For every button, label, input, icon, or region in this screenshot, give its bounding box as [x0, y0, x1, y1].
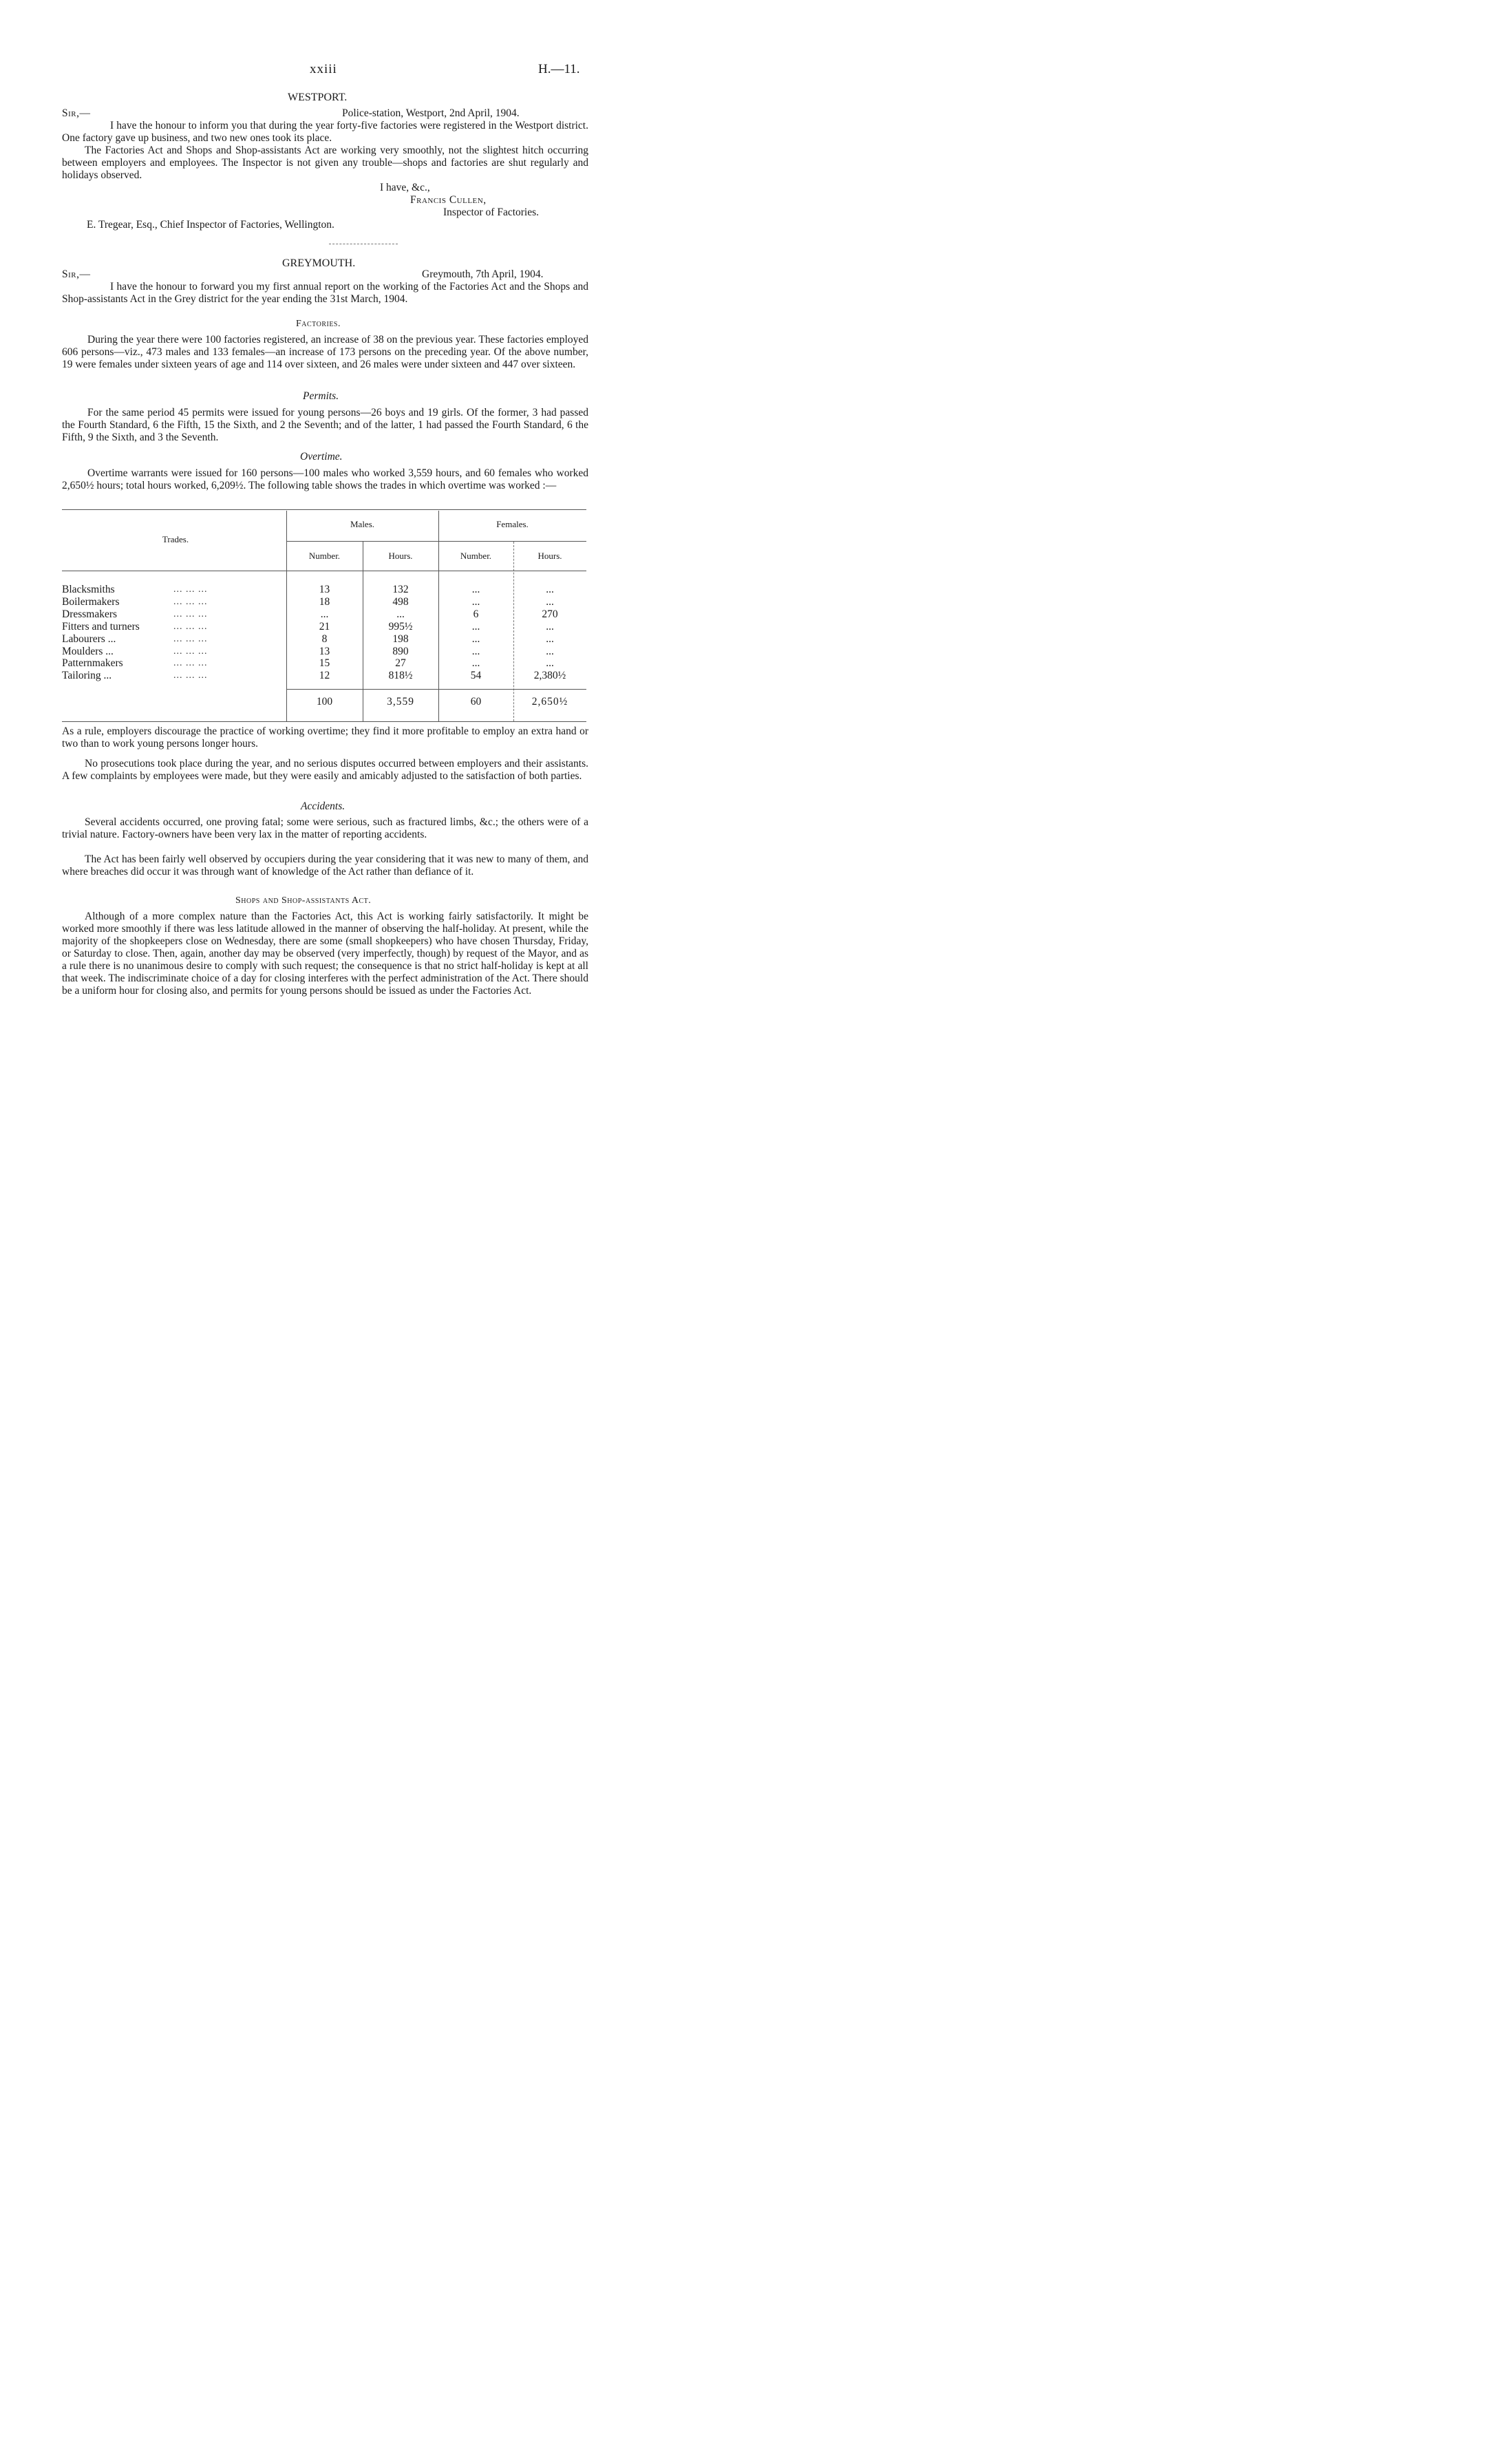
table-row-female-hours: ... [546, 595, 554, 608]
table-row-leader-dots: ... ... ... [173, 670, 208, 681]
table-row-leader-dots: ... ... ... [173, 621, 208, 632]
table-row-trade: Labourers ... [62, 633, 116, 645]
table-row-female-number: ... [471, 584, 480, 595]
table-row-male-number: 21 [319, 620, 330, 633]
table-row-trade: Fitters and turners [62, 620, 140, 633]
table-row-female-hours: ... [546, 645, 554, 657]
table-row-trade: Tailoring ... [62, 670, 112, 682]
shops-act-heading: Shops and Shop-assistants Act. [235, 895, 372, 906]
col-header-female-number: Number. [460, 551, 492, 561]
table-row-female-number: ... [471, 657, 480, 670]
accidents-paragraph: Several accidents occurred, one proving fatal; some were serious, such as fractured limbs, &c.; the others were of a trivial nature. Factory-owners have been very lax in the matter of reporting accidents. [62, 816, 588, 840]
table-row-leader-dots: ... ... ... [173, 658, 208, 669]
total-female-hours: 2,650½ [531, 696, 568, 708]
westport-addressee: E. Tregear, Esq., Chief Inspector of Factories, Wellington. [87, 219, 334, 231]
table-row-female-hours: ... [546, 657, 554, 670]
greymouth-dateline: Greymouth, 7th April, 1904. [422, 268, 544, 280]
table-row-male-hours: 198 [392, 633, 409, 645]
table-row-female-number: 54 [470, 670, 482, 682]
table-row-female-number: ... [471, 645, 480, 657]
table-row-male-number: ... [320, 608, 329, 620]
col-header-male-number: Number. [308, 551, 341, 561]
table-row-trade: Patternmakers [62, 657, 123, 670]
table-row-female-hours: 270 [542, 608, 558, 620]
westport-signature: Francis Cullen, [410, 194, 487, 206]
table-row-female-number: ... [471, 620, 480, 633]
westport-paragraph-2: The Factories Act and Shops and Shop-assistants Act are working very smoothly, not the slightest hitch occurring between employers and employees. The Inspector is not given any trouble—shops and factories are shut regularly and holidays observed. [62, 145, 588, 181]
greymouth-intro: I have the honour to forward you my first annual report on the working of the Factories Act and the Shops and Shop-assistants Act in the Grey district for the year ending the 31st March, 1904. [62, 281, 588, 305]
table-total-rule [286, 689, 586, 690]
table-row-leader-dots: ... ... ... [173, 584, 208, 595]
table-row-leader-dots: ... ... ... [173, 633, 208, 644]
overtime-paragraph: Overtime warrants were issued for 160 persons—100 males who worked 3,559 hours, and 60 females who worked 2,650½ hours; total hours worked, 6,209½. The following table shows the trades in which overtime was worked :— [62, 467, 588, 491]
table-row-female-hours: 2,380½ [533, 670, 566, 682]
col-header-trades: Trades. [162, 534, 189, 544]
westport-paragraph-1: I have the honour to inform you that during the year forty-five factories were registered in the Westport district. One factory gave up business, and two new ones took its place. [62, 120, 588, 144]
table-top-rule [62, 509, 586, 510]
westport-signatory-title: Inspector of Factories. [443, 206, 540, 218]
table-row-male-hours: 498 [392, 595, 409, 608]
table-row-female-number: ... [471, 633, 480, 645]
permits-heading: Permits. [303, 390, 339, 402]
table-row-male-hours: 132 [392, 584, 409, 595]
table-row-male-hours: 27 [395, 657, 406, 670]
col-group-females: Females. [496, 519, 529, 529]
report-page [0, 0, 661, 1079]
col-header-female-hours: Hours. [537, 551, 562, 561]
westport-salutation: Sir,— [62, 107, 91, 119]
prosecutions-paragraph: No prosecutions took place during the year, and no serious disputes occurred between employers and their assistants. A few complaints by employees were made, but they were easily and amicably adjusted to the satisfaction of both parties. [62, 758, 588, 782]
table-row-male-number: 13 [319, 645, 330, 657]
table-row-male-number: 18 [319, 595, 330, 608]
table-row-trade: Moulders ... [62, 645, 114, 657]
document-id: H.—11. [538, 62, 580, 76]
table-row-female-hours: ... [546, 620, 554, 633]
shops-act-paragraph: Although of a more complex nature than the Factories Act, this Act is working fairly satisfactorily. It might be worked more smoothly if there was less latitude allowed in the manner of observing the half-holiday. At present, while the majority of the shopkeepers close on Wednesday, there are some (small shopkeepers) who have chosen Thursday, Friday, or Saturday to close. Then, again, another day may be observed (very imperfectly, though) by request of the Mayor, and as a rule there is no unanimous desire to comply with such request; the consequence is that no strict half-holiday is kept at all that week. The indiscriminate choice of a day for closing interferes with the perfect administration of the Act. There should be a uniform hour for closing also, and permits for young persons should be issued as under the Factories Act. [62, 911, 588, 997]
table-row-male-hours: ... [396, 608, 405, 620]
table-row-trade: Boilermakers [62, 595, 120, 608]
table-row-male-hours: 890 [392, 645, 409, 657]
table-row-male-hours: 995½ [388, 620, 413, 633]
table-row-leader-dots: ... ... ... [173, 608, 208, 619]
greymouth-salutation: Sir,— [62, 268, 91, 280]
accidents-heading: Accidents. [301, 800, 345, 812]
westport-closing: I have, &c., [380, 182, 430, 193]
table-row-female-hours: ... [546, 633, 554, 645]
table-row-male-number: 12 [319, 670, 330, 682]
table-row-female-hours: ... [546, 584, 554, 595]
table-row-male-number: 13 [319, 584, 330, 595]
total-male-hours: 3,559 [387, 696, 414, 708]
total-female-number: 60 [470, 696, 482, 708]
table-row-female-number: 6 [473, 608, 479, 620]
overtime-note: As a rule, employers discourage the practice of working overtime; they find it more profitable to employ an extra hand or two than to work young persons longer hours. [62, 725, 588, 750]
factories-heading: Factories. [296, 319, 341, 329]
table-row-female-number: ... [471, 595, 480, 608]
greymouth-heading: GREYMOUTH. [282, 257, 356, 269]
table-bottom-rule [62, 721, 586, 722]
westport-dateline: Police-station, Westport, 2nd April, 1904. [342, 107, 520, 119]
permits-paragraph: For the same period 45 permits were issued for young persons—26 boys and 19 girls. Of the former, 3 had passed the Fourth Standard, 6 the Fifth, 15 the Sixth, and 2 the Seventh; and of the latter, 1 had passed the Fourth Standard, 6 the Fifth, 9 the Sixth, and 3 the Seventh. [62, 407, 588, 443]
table-row-male-hours: 818½ [388, 670, 413, 682]
total-male-number: 100 [316, 696, 333, 708]
factories-paragraph: During the year there were 100 factories registered, an increase of 38 on the previous year. These factories employed 606 persons—viz., 473 males and 133 females—an increase of 173 persons on the preceding year. Of the above number, 19 were females under sixteen years of age and 114 over sixteen, and 26 males were under sixteen and 447 over sixteen. [62, 334, 588, 370]
table-group-rule [286, 541, 586, 542]
table-row-trade: Dressmakers [62, 608, 118, 620]
table-row-male-number: 8 [321, 633, 328, 645]
observance-paragraph: The Act has been fairly well observed by occupiers during the year considering that it was new to many of them, and where breaches did occur it was through want of knowledge of the Act rather than defiance of it. [62, 853, 588, 878]
overtime-heading: Overtime. [300, 451, 343, 463]
table-row-leader-dots: ... ... ... [173, 596, 208, 607]
page-number: xxiii [310, 62, 337, 76]
col-group-males: Males. [350, 519, 375, 529]
table-row-trade: Blacksmiths [62, 584, 115, 595]
westport-heading: WESTPORT. [288, 92, 348, 103]
col-header-male-hours: Hours. [388, 551, 413, 561]
table-row-male-number: 15 [319, 657, 330, 670]
table-row-leader-dots: ... ... ... [173, 646, 208, 657]
